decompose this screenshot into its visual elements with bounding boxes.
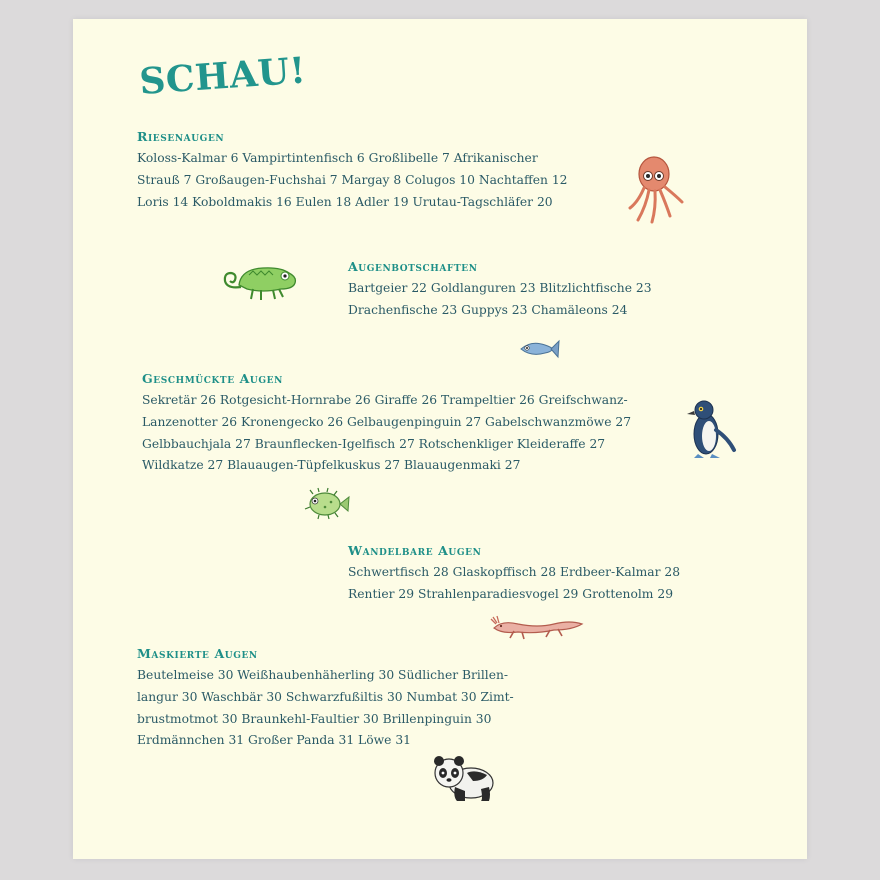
- body-line: Schwertfisch 28 Glaskopffisch 28 Erdbeer-Kalmar 28: [348, 565, 681, 579]
- octopus-illustration: [626, 152, 686, 226]
- body-line: Wildkatze 27 Blauaugen-Tüpfelkuskus 27 Blauaugenmaki 27: [142, 458, 521, 473]
- olm-illustration: [488, 612, 586, 640]
- section-heading: Augenbotschaften: [348, 259, 478, 274]
- section-riesenaugen: [137, 129, 597, 213]
- section-heading: Maskierte Augen: [137, 646, 258, 661]
- book-page: [73, 19, 807, 859]
- section-body: [348, 562, 718, 606]
- body-line: Erdmännchen 31 Großer Panda 31 Löwe 31: [137, 733, 411, 748]
- body-line: brustmotmot 30 Braunkehl-Faultier 30 Brillenpinguin 30: [137, 711, 492, 726]
- body-line: langur 30 Waschbär 30 Schwarzfußiltis 30 Numbat 30 Zimt-: [137, 689, 514, 704]
- body-line: Rentier 29 Strahlenparadiesvogel 29 Grottenolm 29: [348, 586, 674, 601]
- section-augenbotschaften: [348, 259, 678, 322]
- body-line: Sekretär 26 Rotgesicht-Hornrabe 26 Giraffe 26 Trampeltier 26 Greifschwanz-: [142, 393, 628, 407]
- body-line: Beutelmeise 30 Weißhaubenhäherling 30 Südlicher Brillen-: [137, 668, 509, 682]
- panda-illustration: [429, 751, 501, 805]
- page-title: SCHAU!: [138, 49, 308, 103]
- section-body: [348, 278, 678, 322]
- body-line: Lanzenotter 26 Kronengecko 26 Gelbaugenpinguin 27 Gabelschwanzmöwe 27: [142, 414, 632, 429]
- section-body: [137, 665, 537, 752]
- body-line: Koloss-Kalmar 6 Vampirtintenfisch 6 Großlibelle 7 Afrikanischer: [137, 151, 538, 165]
- body-line: Loris 14 Koboldmakis 16 Eulen 18 Adler 19 Urutau-Tagschläfer 20: [137, 194, 553, 209]
- section-body: [137, 148, 597, 213]
- body-line: Bartgeier 22 Goldlanguren 23 Blitzlichtfische 23: [348, 281, 652, 295]
- section-heading: Riesenaugen: [137, 129, 225, 144]
- penguin-illustration: [684, 398, 738, 460]
- pufferfish-illustration: [301, 487, 351, 521]
- section-geschmueckte-augen: [142, 371, 672, 477]
- section-heading: Geschmückte Augen: [142, 371, 283, 386]
- section-wandelbare-augen: [348, 543, 718, 606]
- section-heading: Wandelbare Augen: [348, 543, 482, 558]
- body-line: Gelbbauchjala 27 Braunflecken-Igelfisch 27 Rotschenkliger Kleideraffe 27: [142, 436, 606, 451]
- section-body: [142, 390, 672, 477]
- section-maskierte-augen: [137, 646, 537, 752]
- body-line: Drachenfische 23 Guppys 23 Chamäleons 24: [348, 302, 628, 317]
- chameleon-illustration: [219, 259, 301, 303]
- body-line: Strauß 7 Großaugen-Fuchshai 7 Margay 8 Colugos 10 Nachtaffen 12: [137, 172, 568, 187]
- guppy-illustration: [517, 337, 561, 361]
